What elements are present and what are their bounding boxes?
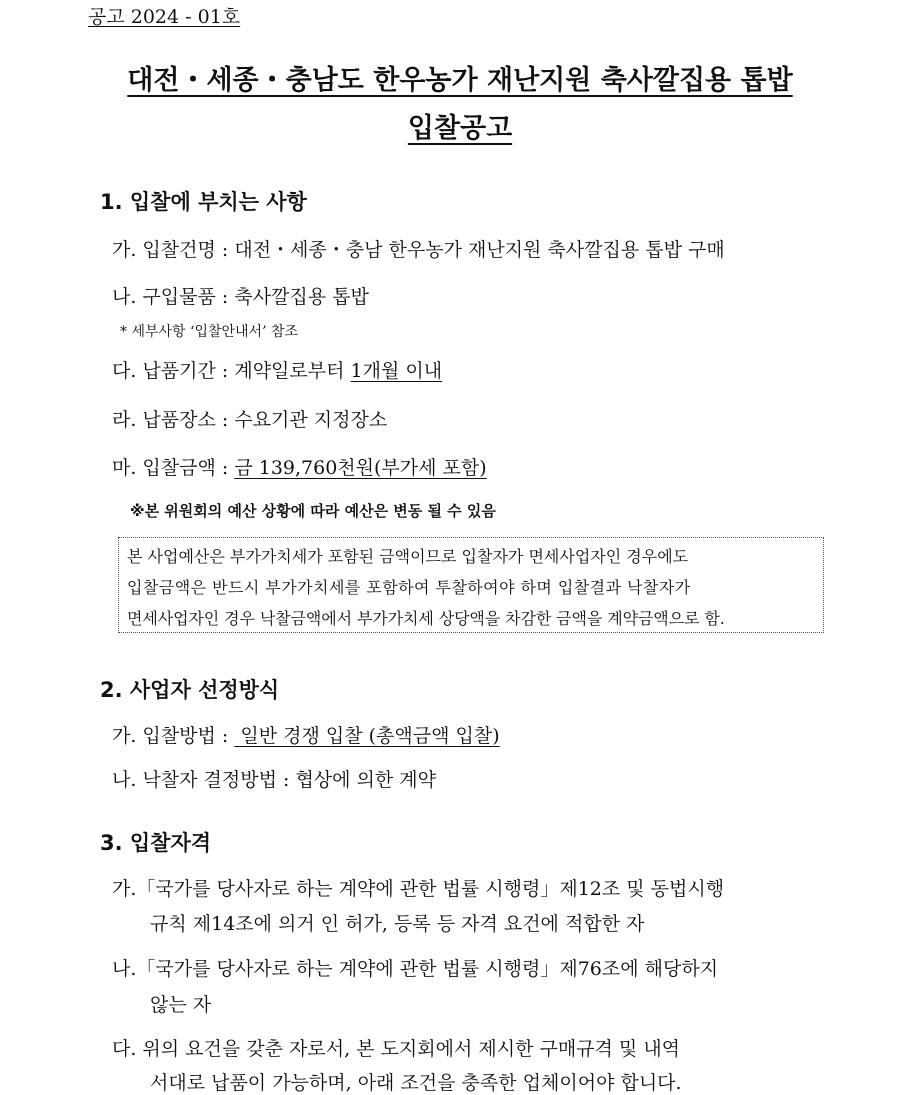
item-label: 나. 구입물품 : [112,286,235,308]
vat-notice-box [118,537,824,633]
section-heading-bid-items: 1. 입찰에 부치는 사항 [100,190,307,214]
item-label: 나. 낙찰자 결정방법 : [112,769,296,791]
item-purchase-goods [112,282,369,309]
item-value: 협상에 의한 계약 [295,769,436,791]
section-heading-selection-method: 2. 사업자 선정방식 [100,678,280,702]
section-heading-qualifications: 3. 입찰자격 [100,831,212,855]
item-label: 다. 납품기간 : [112,360,235,382]
document-title-line1: 대전・세종・충남도 한우농가 재난지원 축사깔집용 톱밥 [127,65,793,96]
vat-notice-line: 면세사업자인 경우 낙찰금액에서 부가가치세 상당액을 차감한 금액을 계약금액으로 함. [127,609,725,628]
item-winner-decision [112,765,436,792]
document-title-line2: 입찰공고 [407,113,513,144]
item-label: 가. 입찰건명 : [112,239,235,261]
item-value-underlined: 금 139,760천원(부가세 포함) [234,457,487,479]
item-label: 마. 입찰금액 : [112,457,235,479]
item-delivery-period [112,356,442,383]
item-value: 계약일로부터 [234,360,351,382]
item-value-underlined: 1개월 이내 [350,360,443,382]
item-bid-name [112,235,725,262]
qualification-continuation: 서대로 납품이 가능하며, 아래 조건을 충족한 업체이어야 합니다. [150,1072,682,1094]
item-bid-amount [112,453,487,480]
item-value-underlined: 일반 경쟁 입찰 (총액금액 입찰) [234,725,500,747]
qualification-line: 가.「국가를 당사자로 하는 계약에 관한 법률 시행령」제12조 및 동법시행 [112,878,725,900]
item-label: 라. 납품장소 : [112,409,235,431]
qualification-continuation: 규칙 제14조에 의거 인 허가, 등록 등 자격 요건에 적합한 자 [150,913,645,935]
item-bid-method [112,721,500,748]
budget-warning: ※본 위원회의 예산 상황에 따라 예산은 변동 될 수 있음 [130,502,496,520]
item-value: 수요기관 지정장소 [234,409,388,431]
notice-number: 공고 2024 - 01호 [88,6,241,28]
vat-notice-line: 입찰금액은 반드시 부가가치세를 포함하여 투찰하여야 하며 입찰결과 낙찰자가 [127,578,691,597]
item-delivery-place [112,405,387,432]
qualification-line: 다. 위의 요건을 갖춘 자로서, 본 도지회에서 제시한 구매규격 및 내역 [112,1038,681,1060]
qualification-continuation: 않는 자 [150,994,212,1016]
vat-notice-line: 본 사업예산은 부가가치세가 포함된 금액이므로 입찰자가 면세사업자인 경우에도 [127,547,689,566]
item-value: 대전・세종・충남 한우농가 재난지원 축사깔집용 톱밥 구매 [234,239,725,261]
item-label: 가. 입찰방법 : [112,725,235,747]
item-value: 축사깔집용 톱밥 [234,286,369,308]
detail-reference-note: * 세부사항 ‘입찰안내서’ 참조 [120,324,299,340]
qualification-line: 나.「국가를 당사자로 하는 계약에 관한 법률 시행령」제76조에 해당하지 [112,958,719,980]
